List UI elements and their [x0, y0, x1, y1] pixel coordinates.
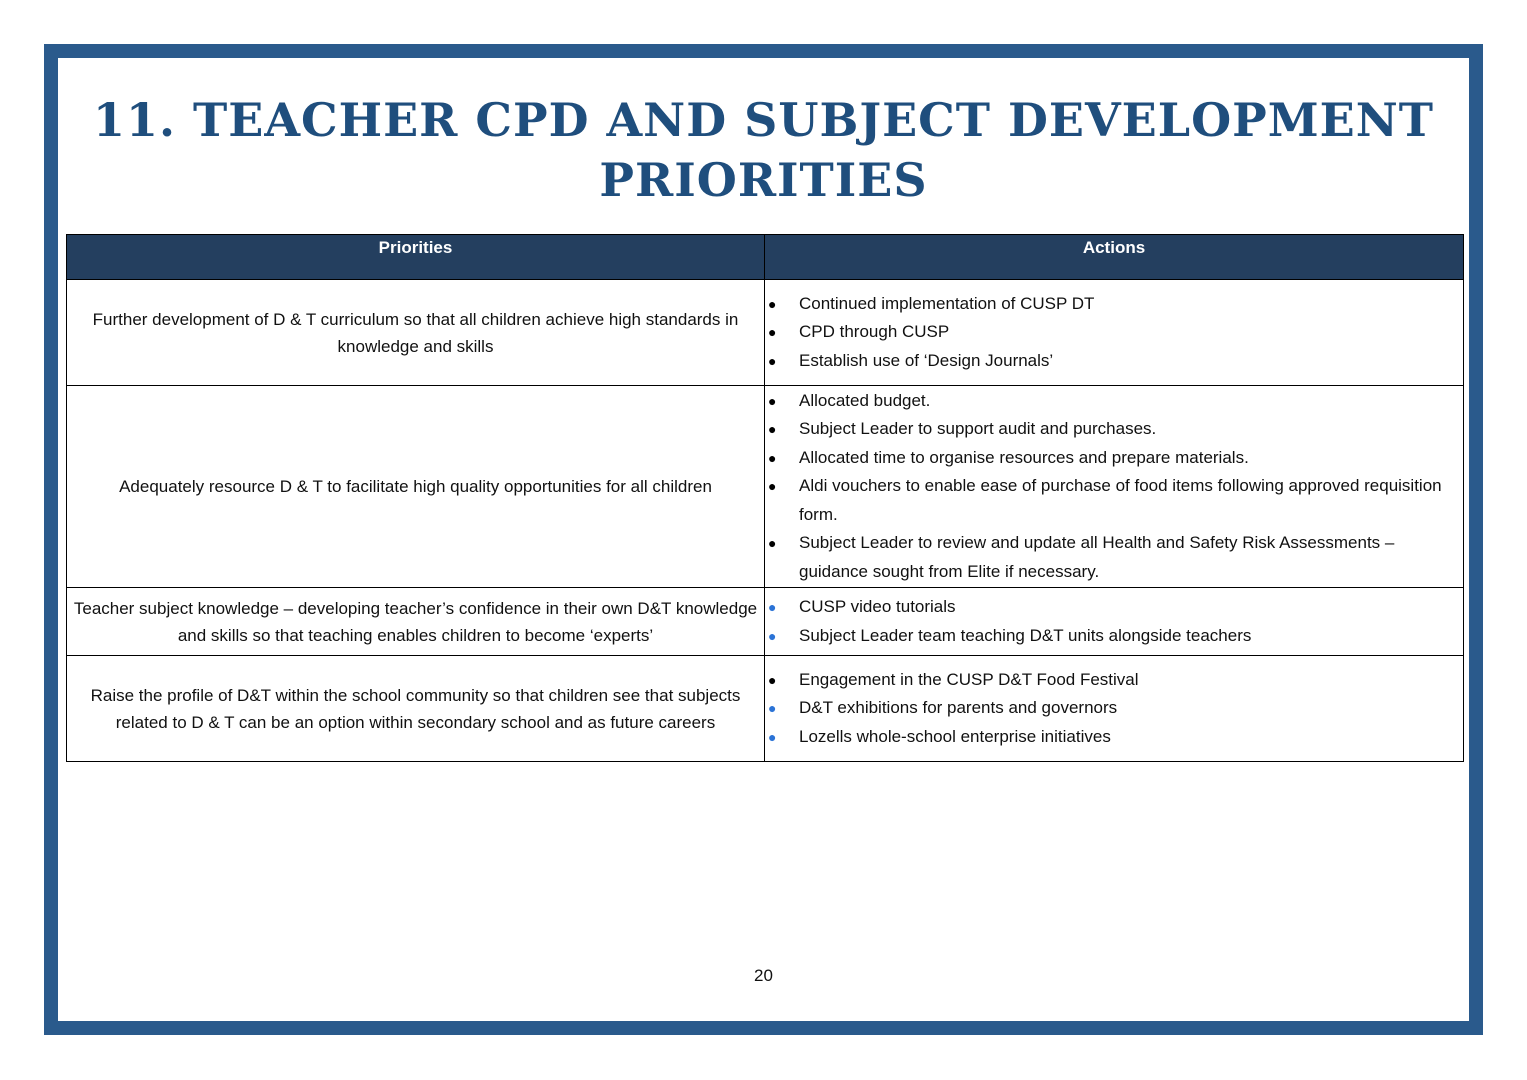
action-text: Subject Leader team teaching D&T units alongside teachers	[799, 625, 1252, 645]
page-number: 20	[754, 966, 773, 985]
action-text: Establish use of ‘Design Journals’	[799, 350, 1054, 370]
list-item	[765, 415, 1463, 444]
bullet-icon: ●	[768, 627, 777, 644]
actions-cell	[765, 656, 1464, 762]
bullet-icon: ●	[768, 599, 777, 615]
priority-text: Adequately resource D & T to facilitate high quality opportunities for all children	[119, 477, 712, 496]
action-text: CPD through CUSP	[799, 322, 950, 342]
bullet-icon: ●	[768, 449, 777, 466]
bullet-icon: ●	[768, 352, 777, 369]
priority-cell	[67, 656, 765, 762]
priority-cell	[67, 386, 765, 588]
table-row	[67, 656, 1464, 762]
action-text: Aldi vouchers to enable ease of purchase of food items following approved requisition form.	[799, 476, 1442, 524]
priority-text: Further development of D & T curriculum so that all children achieve high standards in knowledge and skills	[92, 309, 739, 356]
actions-list	[765, 593, 1463, 650]
column-header-priorities: Priorities	[67, 235, 765, 280]
bullet-icon: ●	[768, 728, 777, 745]
bullet-icon: ●	[768, 478, 777, 495]
actions-cell	[765, 386, 1464, 588]
bullet-icon: ●	[768, 324, 777, 341]
page-title-line-2: PRIORITIES	[599, 153, 928, 207]
action-text: Lozells whole-school enterprise initiatives	[799, 726, 1111, 746]
table-header-row	[67, 235, 1464, 280]
list-item	[765, 347, 1463, 376]
priority-text: Raise the profile of D&T within the school community so that children see that subjects related to D & T can be an option within secondary school and as future careers	[90, 685, 741, 732]
bullet-icon: ●	[768, 392, 777, 409]
bullet-icon: ●	[768, 295, 777, 312]
column-header-actions: Actions	[765, 235, 1464, 280]
action-text: CUSP video tutorials	[799, 597, 956, 616]
actions-list	[765, 666, 1463, 752]
actions-list	[765, 290, 1463, 376]
list-item	[765, 622, 1463, 651]
priorities-table	[66, 234, 1464, 762]
action-text: Continued implementation of CUSP DT	[799, 293, 1095, 313]
table-row	[67, 386, 1464, 588]
actions-list	[765, 387, 1463, 587]
actions-cell	[765, 588, 1464, 656]
actions-cell	[765, 280, 1464, 386]
action-text: Engagement in the CUSP D&T Food Festival	[799, 669, 1139, 689]
list-item	[765, 593, 1463, 622]
list-item	[765, 290, 1463, 319]
page-title	[58, 90, 1469, 210]
priority-cell	[67, 280, 765, 386]
table-row	[67, 280, 1464, 386]
bullet-icon: ●	[768, 421, 777, 438]
action-text: Allocated budget.	[799, 390, 931, 410]
bullet-icon: ●	[768, 535, 777, 552]
page-frame	[44, 44, 1483, 1035]
list-item	[765, 529, 1463, 586]
action-text: Allocated time to organise resources and prepare materials.	[799, 447, 1249, 467]
list-item	[765, 472, 1463, 529]
action-text: Subject Leader to support audit and purchases.	[799, 419, 1157, 439]
list-item	[765, 387, 1463, 416]
page-title-line-1: 11. TEACHER CPD AND SUBJECT DEVELOPMENT	[92, 93, 1434, 147]
list-item	[765, 318, 1463, 347]
list-item	[765, 723, 1463, 752]
list-item	[765, 444, 1463, 473]
list-item	[765, 694, 1463, 723]
bullet-icon: ●	[768, 671, 777, 688]
priority-text: Teacher subject knowledge – developing teacher’s confidence in their own D&T knowledge and skills so that teaching enables children to become ‘experts’	[73, 598, 758, 645]
bullet-icon: ●	[768, 700, 777, 717]
priority-cell	[67, 588, 765, 656]
list-item	[765, 666, 1463, 695]
table-row	[67, 588, 1464, 656]
action-text: Subject Leader to review and update all Health and Safety Risk Assessments – guidance sought from Elite if necessary.	[799, 533, 1395, 581]
action-text: D&T exhibitions for parents and governors	[799, 698, 1118, 718]
